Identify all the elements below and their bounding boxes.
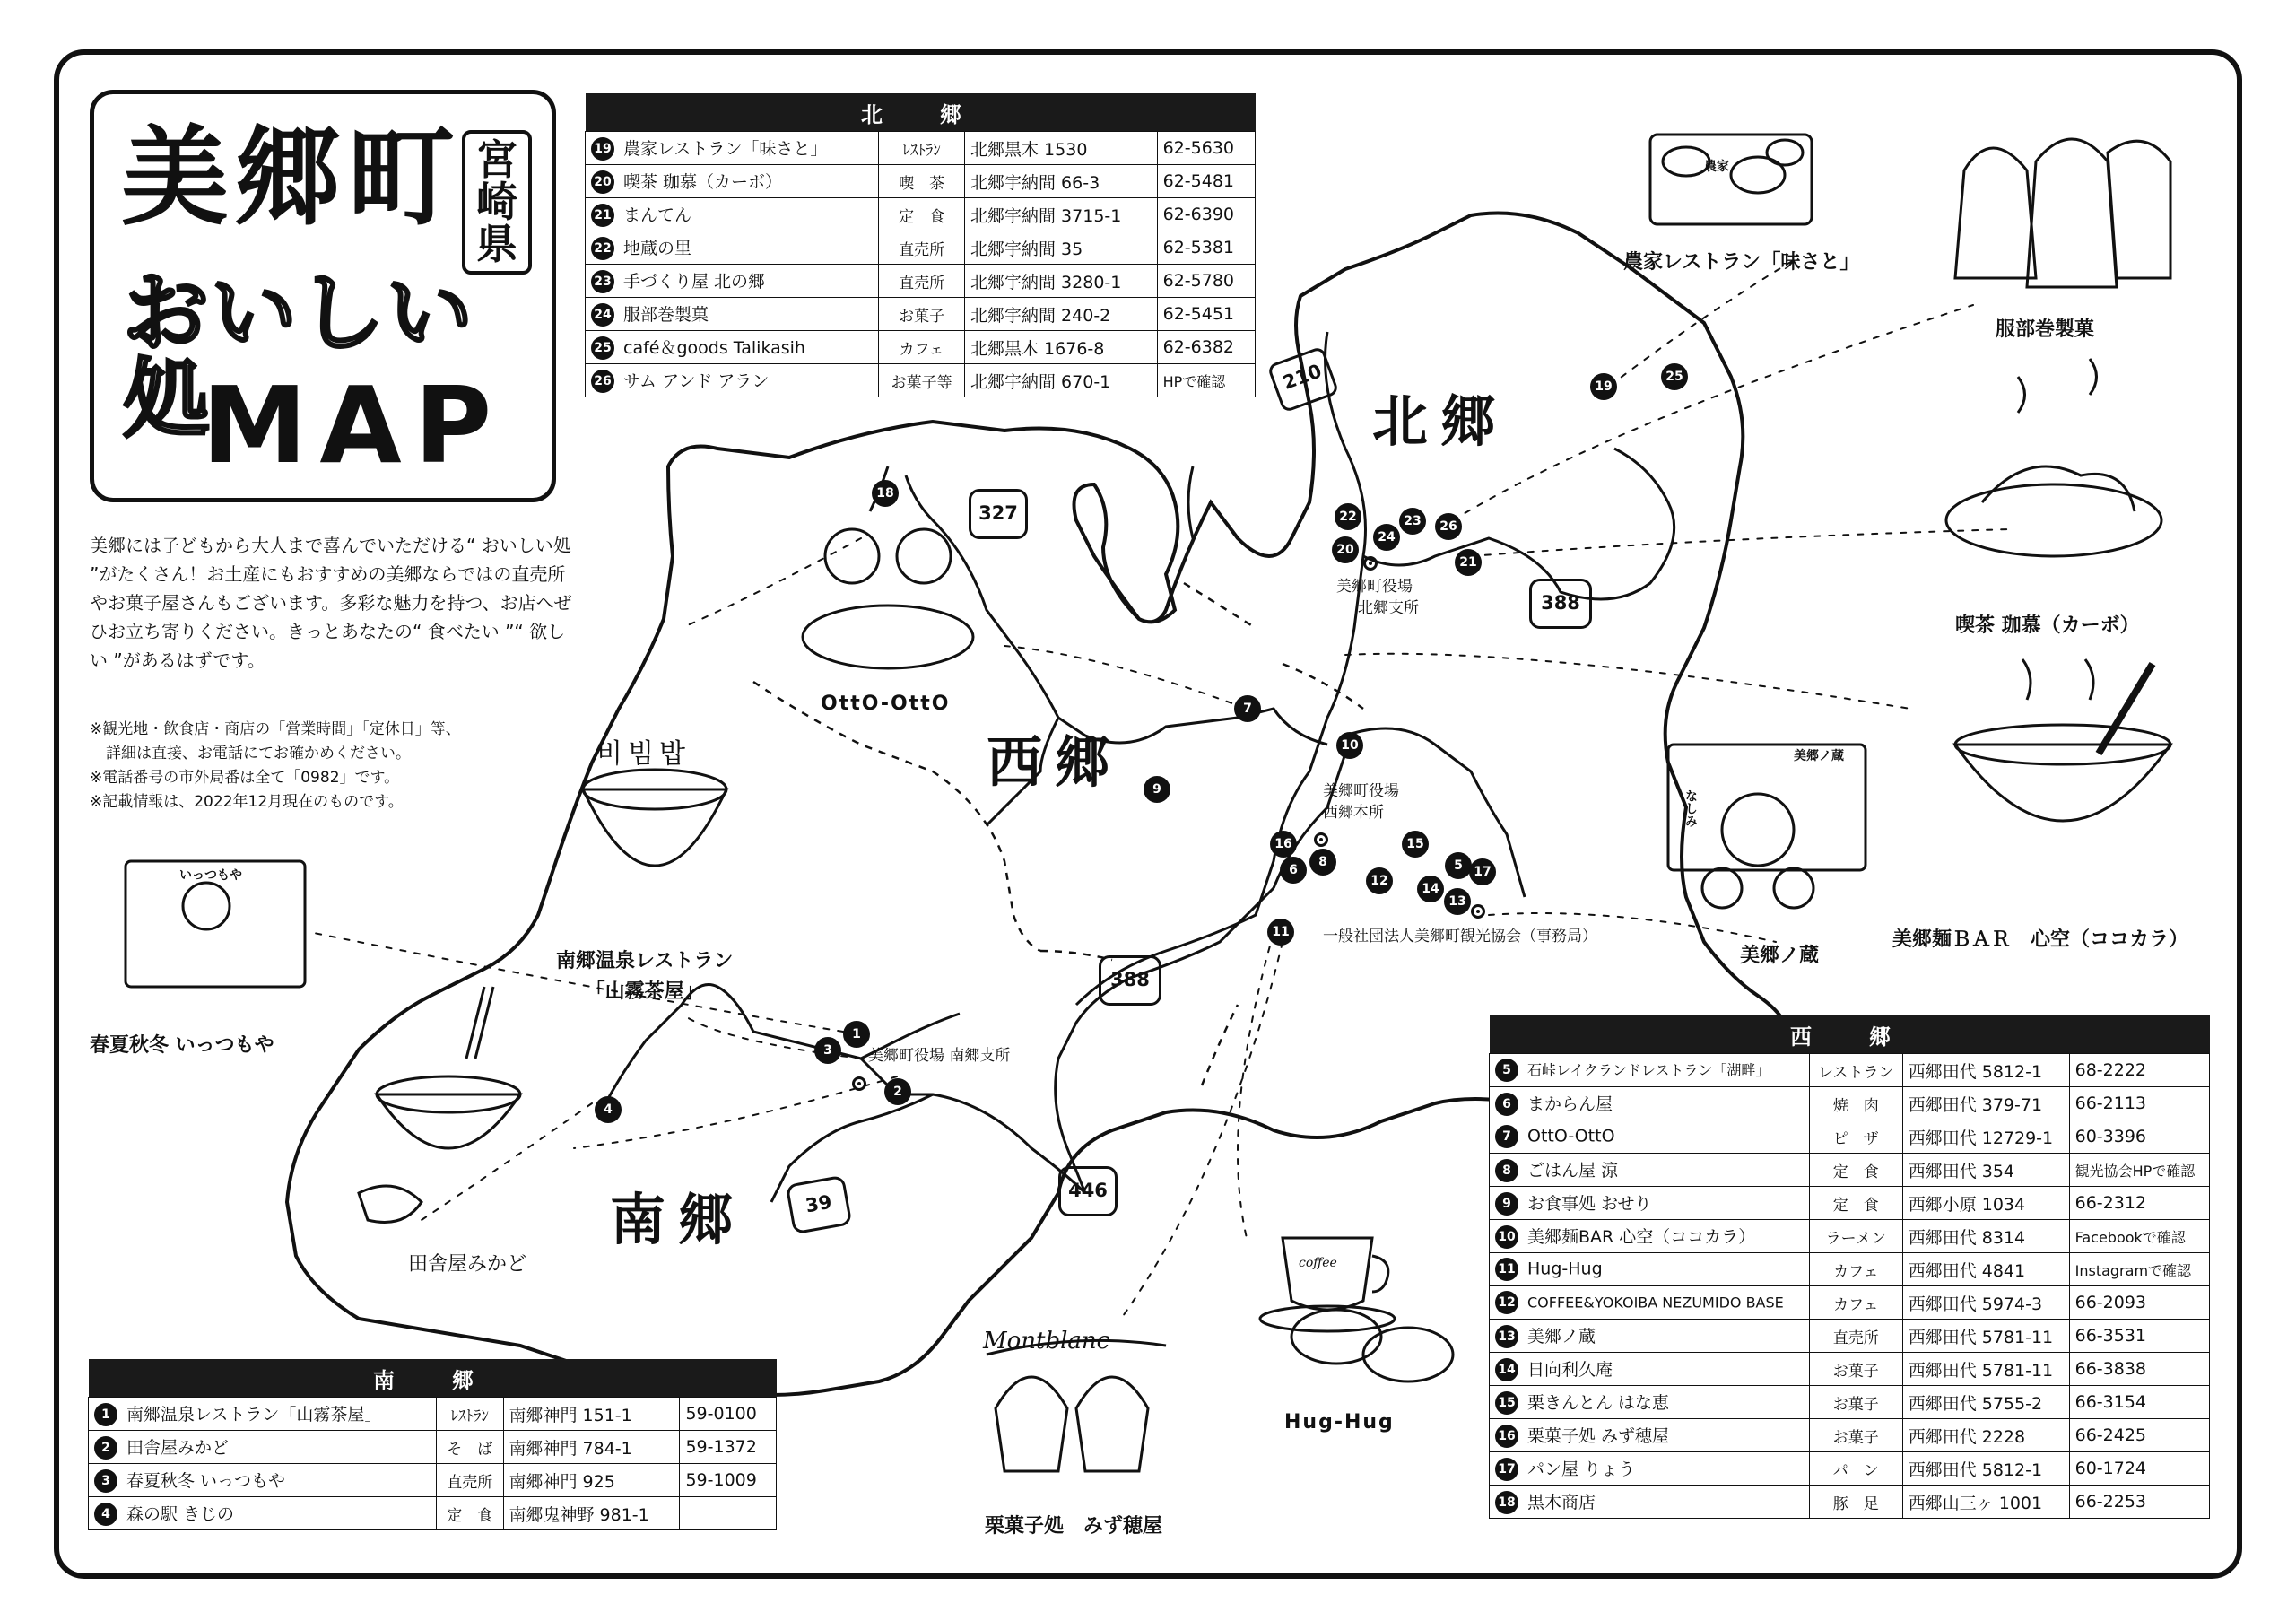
shop-name: サム アンド アラン	[623, 370, 770, 391]
shop-number-badge: 22	[591, 237, 614, 260]
shop-number-badge: 5	[1495, 1059, 1518, 1082]
region-west: 西郷	[987, 729, 1124, 795]
shop-category: カフェ	[1809, 1253, 1902, 1286]
shop-address: 南郷神門 784-1	[503, 1431, 680, 1464]
shop-number-badge: 14	[1495, 1358, 1518, 1381]
table-row	[1490, 1320, 2210, 1353]
shop-number-badge: 10	[1495, 1225, 1518, 1249]
table-row	[1490, 1419, 2210, 1452]
map-pin-15[interactable]: 15	[1402, 831, 1429, 858]
shop-name: Hug-Hug	[1527, 1259, 1603, 1279]
shop-name: 美郷麺BAR 心空（ココカラ）	[1527, 1226, 1756, 1247]
title-subtitle: おいしい処	[123, 263, 474, 449]
shop-name: 森の駅 きじの	[126, 1503, 235, 1524]
shop-name-cell	[1490, 1286, 1810, 1320]
sign-nakami: なしみ	[1683, 789, 1698, 827]
west-shop-table	[1489, 1015, 2210, 1519]
shop-address: 西郷田代 4841	[1902, 1253, 2069, 1286]
sign-kura: 美郷ノ蔵	[1794, 749, 1844, 763]
shop-phone: 66-3838	[2069, 1353, 2209, 1386]
shop-name-cell	[1490, 1154, 1810, 1187]
title-prefecture: 宮崎県	[462, 130, 532, 275]
shop-address: 北郷宇納間 66-3	[965, 165, 1158, 198]
route-327-shield: 327	[969, 489, 1028, 539]
shop-address: 南郷神門 925	[503, 1464, 680, 1497]
shop-number-badge: 2	[94, 1436, 117, 1460]
shop-category: レストラン	[1809, 1054, 1902, 1087]
shop-category: お菓子	[879, 298, 965, 331]
shop-phone: 66-2113	[2069, 1087, 2209, 1120]
shop-name: パン屋 りょう	[1527, 1459, 1636, 1479]
shop-name: 春夏秋冬 いっつもや	[126, 1470, 286, 1491]
shop-name-cell	[1490, 1353, 1810, 1386]
shop-category: お菓子	[1809, 1353, 1902, 1386]
association-marker	[1471, 904, 1485, 919]
shop-address: 西郷田代 354	[1902, 1154, 2069, 1187]
map-pin-10[interactable]: 10	[1336, 732, 1363, 759]
map-pin-3[interactable]: 3	[814, 1037, 841, 1064]
map-pin-24[interactable]: 24	[1373, 524, 1400, 551]
map-pin-1[interactable]: 1	[843, 1021, 870, 1048]
shop-name-cell	[586, 298, 879, 331]
shop-phone: 62-6390	[1157, 198, 1255, 231]
shop-name: 日向利久庵	[1527, 1359, 1613, 1380]
table-row	[1490, 1486, 2210, 1519]
shop-category: ﾚｽﾄﾗﾝ	[437, 1398, 503, 1431]
shop-address: 北郷宇納間 3280-1	[965, 265, 1158, 298]
map-pin-22[interactable]: 22	[1335, 503, 1361, 530]
route-388-shield-west: 388	[1099, 955, 1161, 1006]
shop-category: お菓子	[1809, 1386, 1902, 1419]
shop-address: 北郷宇納間 670-1	[965, 364, 1158, 397]
west-table-header: 西 郷	[1490, 1015, 2210, 1054]
map-pin-9[interactable]: 9	[1144, 776, 1170, 803]
west-office-label: 美郷町役場 西郷本所	[1323, 782, 1399, 822]
shop-address: 西郷山三ヶ 1001	[1902, 1486, 2069, 1519]
shop-name: お食事処 おせり	[1527, 1193, 1652, 1214]
map-pin-19[interactable]: 19	[1590, 373, 1617, 400]
table-row	[1490, 1187, 2210, 1220]
label-coffee: coffee	[1299, 1256, 1337, 1270]
title-box	[90, 90, 556, 502]
association-label: 一般社団法人美郷町観光協会（事務局）	[1323, 928, 1597, 946]
shop-number-badge: 12	[1495, 1291, 1518, 1314]
route-446-shield: 446	[1058, 1166, 1118, 1216]
shop-address: 西郷田代 5755-2	[1902, 1386, 2069, 1419]
shop-phone: 68-2222	[2069, 1054, 2209, 1087]
shop-address: 西郷田代 2228	[1902, 1419, 2069, 1452]
shop-name-cell	[586, 331, 879, 364]
shop-name-cell	[586, 231, 879, 265]
south-office-label: 美郷町役場 南郷支所	[868, 1047, 1011, 1065]
shop-name: 石峠レイクランドレストラン「湖畔」	[1527, 1061, 1770, 1079]
shop-name-cell	[89, 1431, 437, 1464]
shop-category: 喫 茶	[879, 165, 965, 198]
shop-name-cell	[586, 165, 879, 198]
shop-number-badge: 11	[1495, 1258, 1518, 1281]
shop-number-badge: 18	[1495, 1491, 1518, 1514]
shop-category: パ ン	[1809, 1452, 1902, 1486]
shop-address: 南郷神門 151-1	[503, 1398, 680, 1431]
shop-name: 黒木商店	[1527, 1492, 1596, 1512]
caption-hughug: Hug-Hug	[1284, 1411, 1395, 1434]
caption-ajisato: 農家レストラン「味さと」	[1623, 251, 1860, 274]
table-row	[1490, 1120, 2210, 1154]
shop-address: 北郷黒木 1530	[965, 132, 1158, 165]
table-row	[586, 198, 1256, 231]
north-table-header: 北 郷	[586, 93, 1256, 132]
shop-category: 定 食	[1809, 1154, 1902, 1187]
shop-number-badge: 19	[591, 137, 614, 161]
route-39-shield: 39	[786, 1175, 853, 1235]
south-table-header: 南 郷	[89, 1359, 777, 1398]
shop-phone: Instagramで確認	[2069, 1253, 2209, 1286]
sign-itsumoya: いっつもや	[179, 868, 242, 883]
shop-name-cell	[1490, 1253, 1810, 1286]
shop-phone: 66-2253	[2069, 1486, 2209, 1519]
shop-category: ラーメン	[1809, 1220, 1902, 1253]
route-388-shield-north: 388	[1529, 579, 1592, 629]
shop-phone: 観光協会HPで確認	[2069, 1154, 2209, 1187]
shop-name: COFFEE&YOKOIBA NEZUMIDO BASE	[1527, 1294, 1784, 1312]
shop-category: お菓子等	[879, 364, 965, 397]
south-shop-table	[88, 1359, 777, 1530]
shop-phone: HPで確認	[1157, 364, 1255, 397]
map-pin-21[interactable]: 21	[1455, 549, 1482, 576]
table-row	[89, 1398, 777, 1431]
shop-category: カフェ	[1809, 1286, 1902, 1320]
shop-name-cell	[586, 132, 879, 165]
table-row	[586, 364, 1256, 397]
shop-name-cell	[89, 1464, 437, 1497]
map-pin-16[interactable]: 16	[1270, 831, 1297, 858]
shop-phone	[680, 1497, 777, 1530]
map-pin-6[interactable]: 6	[1280, 857, 1307, 884]
label-montblanc: Montblanc	[983, 1328, 1110, 1355]
shop-category: ピ ザ	[1809, 1120, 1902, 1154]
caption-carbo: 喫茶 珈慕（カーボ）	[1955, 614, 2140, 637]
shop-phone: 66-3154	[2069, 1386, 2209, 1419]
label-bibimbap: 비빔밥	[596, 738, 691, 770]
shop-name-cell	[1490, 1486, 1810, 1519]
table-row	[1490, 1353, 2210, 1386]
shop-phone: 59-1009	[680, 1464, 777, 1497]
table-row	[586, 265, 1256, 298]
shop-number-badge: 26	[591, 370, 614, 393]
shop-name: ごはん屋 涼	[1527, 1160, 1619, 1181]
map-pin-5[interactable]: 5	[1445, 852, 1472, 879]
shop-phone: 66-2312	[2069, 1187, 2209, 1220]
shop-category: 直売所	[879, 231, 965, 265]
shop-name: まからん屋	[1527, 1094, 1613, 1114]
shop-phone: 66-2093	[2069, 1286, 2209, 1320]
table-row	[586, 331, 1256, 364]
shop-category: 定 食	[437, 1497, 503, 1530]
table-row	[1490, 1054, 2210, 1087]
shop-address: 西郷田代 5781-11	[1902, 1320, 2069, 1353]
shop-category: カフェ	[879, 331, 965, 364]
shop-address: 西郷田代 12729-1	[1902, 1120, 2069, 1154]
shop-address: 北郷宇納間 240-2	[965, 298, 1158, 331]
map-pin-12[interactable]: 12	[1366, 867, 1393, 894]
table-row	[1490, 1253, 2210, 1286]
shop-number-badge: 25	[591, 336, 614, 360]
shop-number-badge: 20	[591, 170, 614, 194]
shop-name: café＆goods Talikasih	[623, 337, 805, 358]
shop-name-cell	[89, 1398, 437, 1431]
shop-name-cell	[586, 364, 879, 397]
shop-name-cell	[1490, 1452, 1810, 1486]
shop-phone: 62-5481	[1157, 165, 1255, 198]
shop-name: まんてん	[623, 205, 692, 225]
shop-phone: 62-5780	[1157, 265, 1255, 298]
shop-name: 南郷温泉レストラン「山霧茶屋」	[126, 1404, 382, 1425]
shop-name: 地蔵の里	[623, 238, 692, 258]
shop-category: 定 食	[1809, 1187, 1902, 1220]
shop-category: 直売所	[1809, 1320, 1902, 1353]
shop-category: 豚 足	[1809, 1486, 1902, 1519]
shop-name: 手づくり屋 北の郷	[623, 271, 766, 292]
shop-name-cell	[586, 265, 879, 298]
shop-category: お菓子	[1809, 1419, 1902, 1452]
shop-category: 焼 肉	[1809, 1087, 1902, 1120]
shop-name-cell	[1490, 1320, 1810, 1353]
caption-mikado: 田舎屋みかど	[408, 1253, 527, 1276]
map-pin-20[interactable]: 20	[1332, 536, 1359, 563]
map-pin-17[interactable]: 17	[1469, 858, 1496, 885]
table-row	[89, 1497, 777, 1530]
caption-cococara: 美郷麺ＢＡＲ 心空（ココカラ）	[1892, 928, 2189, 951]
shop-phone: 59-1372	[680, 1431, 777, 1464]
shop-phone: 62-5381	[1157, 231, 1255, 265]
table-row	[89, 1431, 777, 1464]
table-row	[586, 231, 1256, 265]
shop-name-cell	[1490, 1419, 1810, 1452]
north-office-label: 美郷町役場 北郷支所	[1336, 578, 1419, 617]
shop-name-cell	[586, 198, 879, 231]
map-pin-7[interactable]: 7	[1234, 695, 1261, 722]
map-pin-4[interactable]: 4	[595, 1096, 622, 1123]
shop-name-cell	[1490, 1386, 1810, 1419]
shop-category: 直売所	[437, 1464, 503, 1497]
table-row	[1490, 1087, 2210, 1120]
map-pin-2[interactable]: 2	[884, 1078, 911, 1105]
shop-name: 栗きんとん はな恵	[1527, 1392, 1670, 1413]
shop-name: 美郷ノ蔵	[1527, 1326, 1596, 1346]
shop-address: 西郷田代 5812-1	[1902, 1452, 2069, 1486]
map-pin-18[interactable]: 18	[872, 480, 899, 507]
shop-number-badge: 24	[591, 303, 614, 327]
shop-address: 南郷鬼神野 981-1	[503, 1497, 680, 1530]
map-pin-13[interactable]: 13	[1444, 888, 1471, 915]
sign-nouka: 農家	[1704, 160, 1729, 174]
south-office-marker	[852, 1076, 866, 1091]
shop-name: OttO-OttO	[1527, 1126, 1615, 1146]
north-office-marker	[1363, 556, 1378, 571]
table-row	[586, 298, 1256, 331]
map-pin-11[interactable]: 11	[1267, 919, 1294, 946]
shop-phone: 60-3396	[2069, 1120, 2209, 1154]
shop-name: 田舎屋みかど	[126, 1437, 230, 1458]
shop-number-badge: 17	[1495, 1458, 1518, 1481]
table-row	[1490, 1452, 2210, 1486]
map-pin-8[interactable]: 8	[1309, 849, 1336, 876]
caption-ottootto: OttO-OttO	[821, 693, 951, 715]
shop-name-cell	[1490, 1187, 1810, 1220]
table-row	[1490, 1154, 2210, 1187]
shop-name: 栗菓子処 みず穂屋	[1527, 1425, 1670, 1446]
shop-address: 西郷田代 8314	[1902, 1220, 2069, 1253]
shop-number-badge: 6	[1495, 1093, 1518, 1116]
shop-address: 西郷田代 379-71	[1902, 1087, 2069, 1120]
caption-mizuhoya: 栗菓子処 みず穂屋	[985, 1515, 1163, 1538]
shop-name-cell	[1490, 1087, 1810, 1120]
shop-number-badge: 13	[1495, 1325, 1518, 1348]
caption-misatonokura: 美郷ノ蔵	[1740, 945, 1820, 967]
shop-name-cell	[1490, 1120, 1810, 1154]
table-row	[586, 132, 1256, 165]
table-row	[586, 165, 1256, 198]
north-shop-table	[585, 93, 1256, 397]
shop-address: 西郷田代 5812-1	[1902, 1054, 2069, 1087]
table-row	[1490, 1220, 2210, 1253]
title-map: MAP	[202, 363, 505, 487]
shop-category: 定 食	[879, 198, 965, 231]
shop-number-badge: 3	[94, 1469, 117, 1493]
title-main: 美郷町	[121, 116, 460, 240]
shop-number-badge: 21	[591, 204, 614, 227]
shop-address: 西郷田代 5974-3	[1902, 1286, 2069, 1320]
shop-number-badge: 4	[94, 1503, 117, 1526]
region-north: 北郷	[1372, 388, 1509, 454]
shop-phone: Facebookで確認	[2069, 1220, 2209, 1253]
shop-address: 西郷田代 5781-11	[1902, 1353, 2069, 1386]
shop-phone: 60-1724	[2069, 1452, 2209, 1486]
notes: ※観光地・飲食店・商店の「営業時間」「定休日」等、 詳細は直接、お電話にてお確かめください。 ※電話番号の市外局番は全て「0982」です。 ※記載情報は、2022年12月現在のものです。	[90, 720, 461, 811]
shop-phone: 62-5451	[1157, 298, 1255, 331]
shop-category: 直売所	[879, 265, 965, 298]
shop-phone: 62-6382	[1157, 331, 1255, 364]
shop-address: 北郷宇納間 35	[965, 231, 1158, 265]
shop-number-badge: 23	[591, 270, 614, 293]
shop-name-cell	[1490, 1220, 1810, 1253]
shop-number-badge: 7	[1495, 1125, 1518, 1148]
shop-phone: 59-0100	[680, 1398, 777, 1431]
table-row	[1490, 1286, 2210, 1320]
caption-hattori: 服部巻製菓	[1996, 318, 2095, 341]
map-pin-25[interactable]: 25	[1661, 363, 1688, 390]
shop-name: 喫茶 珈慕（カーボ）	[623, 171, 783, 192]
shop-number-badge: 9	[1495, 1192, 1518, 1216]
table-row	[1490, 1386, 2210, 1419]
shop-number-badge: 16	[1495, 1425, 1518, 1448]
shop-category: そ ば	[437, 1431, 503, 1464]
region-south: 南郷	[610, 1187, 747, 1252]
map-pin-26[interactable]: 26	[1435, 513, 1462, 540]
shop-address: 西郷小原 1034	[1902, 1187, 2069, 1220]
shop-number-badge: 1	[94, 1403, 117, 1426]
shop-name-cell	[89, 1497, 437, 1530]
map-pin-23[interactable]: 23	[1399, 508, 1426, 535]
route-210-shield: 210	[1266, 345, 1339, 413]
shop-address: 北郷黒木 1676-8	[965, 331, 1158, 364]
shop-name: 服部巻製菓	[623, 304, 709, 325]
shop-phone: 66-3531	[2069, 1320, 2209, 1353]
intro-text: 美郷には子どもから大人まで喜んでいただける“ おいしい処 ”がたくさん！お土産にもおすすめの美郷ならではの直売所やお菓子屋さんもございます。多彩な魅力を持つ、お店へぜひお立ち寄りください。きっとあなたの“ 食べたい ”“ 欲しい ”があるはずです。	[90, 535, 572, 671]
table-row	[89, 1464, 777, 1497]
caption-itsumoya: 春夏秋冬 いっつもや	[90, 1034, 274, 1057]
shop-number-badge: 15	[1495, 1391, 1518, 1415]
shop-phone: 62-5630	[1157, 132, 1255, 165]
shop-name: 農家レストラン「味さと」	[623, 138, 828, 159]
shop-address: 北郷宇納間 3715-1	[965, 198, 1158, 231]
west-office-marker	[1314, 832, 1328, 847]
shop-name-cell	[1490, 1054, 1810, 1087]
shop-phone: 66-2425	[2069, 1419, 2209, 1452]
shop-category: ﾚｽﾄﾗﾝ	[879, 132, 965, 165]
shop-number-badge: 8	[1495, 1159, 1518, 1182]
caption-yamagiri: 南郷温泉レストラン 「山霧茶屋」	[556, 950, 734, 1003]
map-pin-14[interactable]: 14	[1417, 876, 1444, 902]
